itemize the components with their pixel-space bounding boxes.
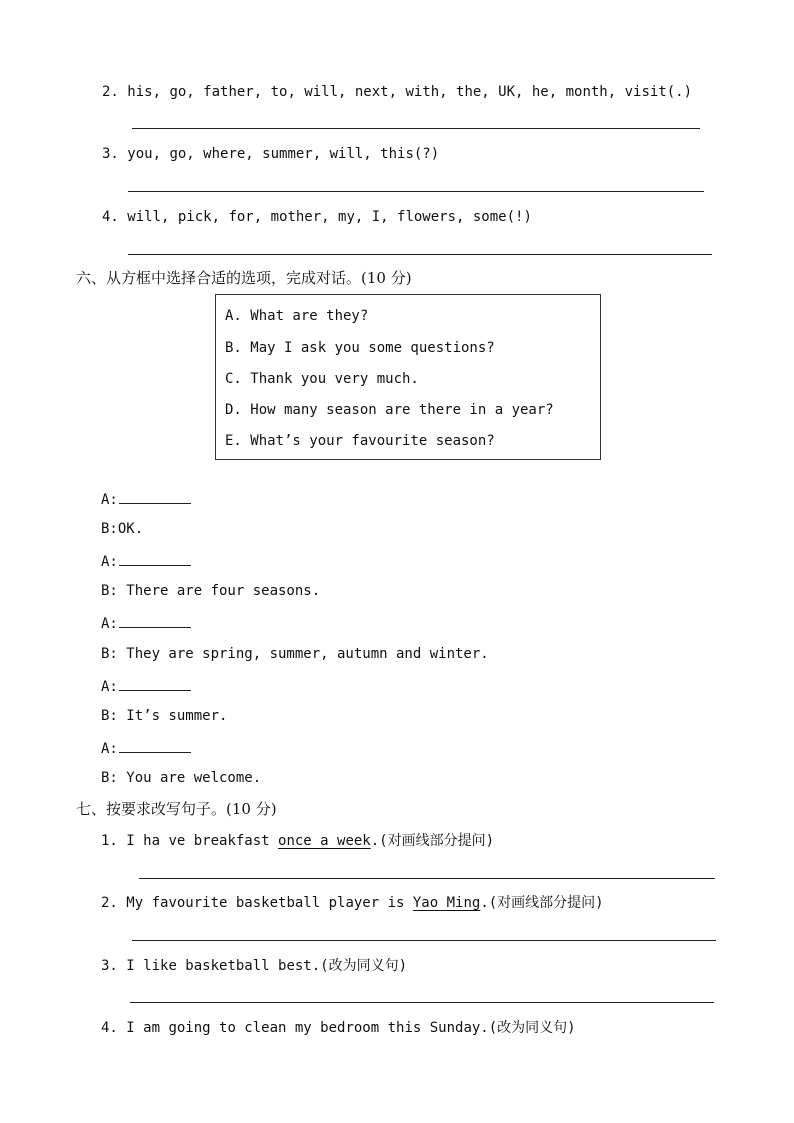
- question-instruction: .(对画线部分提问): [370, 833, 495, 849]
- question-text: My favourite basketball player is: [126, 895, 413, 911]
- answer-line[interactable]: [128, 254, 712, 255]
- speaker-label: A:: [101, 741, 118, 757]
- section-heading: 七、按要求改写句子。(10 分): [76, 800, 277, 818]
- question-item: [101, 1019, 576, 1037]
- answer-blank[interactable]: [119, 676, 191, 691]
- answer-blank[interactable]: [119, 613, 191, 628]
- dialogue-line: [101, 489, 191, 509]
- question-item: [101, 832, 494, 850]
- answer-line[interactable]: [128, 191, 704, 192]
- answer-line[interactable]: [139, 878, 715, 879]
- question-number: 1.: [101, 833, 118, 849]
- question-item: [102, 83, 692, 101]
- dialogue-line: [101, 707, 227, 725]
- speaker-label: B:: [101, 583, 118, 599]
- question-number: 3.: [102, 146, 119, 162]
- options-box: [215, 294, 601, 460]
- dialogue-line: [101, 582, 320, 600]
- speaker-label: B:: [101, 708, 118, 724]
- dialogue-text: You are welcome.: [117, 770, 262, 786]
- option-a: A. What are they?: [225, 308, 369, 324]
- dialogue-line: [101, 551, 191, 571]
- dialogue-line: [101, 520, 143, 538]
- question-text: you, go, where, summer, will, this(?): [127, 146, 440, 162]
- question-item: [102, 208, 532, 226]
- speaker-label: A:: [101, 554, 118, 570]
- option-c: C. Thank you very much.: [225, 371, 419, 387]
- dialogue-line: [101, 613, 191, 633]
- answer-blank[interactable]: [119, 489, 191, 504]
- dialogue-line: [101, 769, 261, 787]
- question-number: 4.: [102, 209, 119, 225]
- dialogue-text: There are four seasons.: [117, 583, 321, 599]
- dialogue-text: It’s summer.: [117, 708, 228, 724]
- option-e: E. What’s your favourite season?: [225, 433, 495, 449]
- speaker-label: B:: [101, 646, 118, 662]
- dialogue-line: [101, 676, 191, 696]
- option-b: B. May I ask you some questions?: [225, 340, 495, 356]
- question-number: 4.: [101, 1020, 118, 1036]
- answer-blank[interactable]: [119, 738, 191, 753]
- speaker-label: B:: [101, 521, 118, 537]
- question-item: [102, 145, 439, 163]
- question-item: [101, 894, 604, 912]
- answer-line[interactable]: [130, 1002, 714, 1003]
- dialogue-line: [101, 738, 191, 758]
- speaker-label: B:: [101, 770, 118, 786]
- question-text: I am going to clean my bedroom this Sunday.(改为同义句): [126, 1020, 576, 1036]
- speaker-label: A:: [101, 616, 118, 632]
- section-heading: 六、从方框中选择合适的选项，完成对话。(10 分): [76, 269, 412, 287]
- dialogue-text: They are spring, summer, autumn and winter.: [117, 646, 489, 662]
- speaker-label: A:: [101, 679, 118, 695]
- answer-blank[interactable]: [119, 551, 191, 566]
- question-text: will, pick, for, mother, my, I, flowers, some(!): [127, 209, 532, 225]
- dialogue-line: [101, 645, 489, 663]
- answer-line[interactable]: [132, 940, 716, 941]
- dialogue-text: OK.: [117, 521, 144, 537]
- question-item: [101, 957, 407, 975]
- question-text: his, go, father, to, will, next, with, the, UK, he, month, visit(.): [127, 84, 693, 100]
- question-number: 3.: [101, 958, 118, 974]
- question-number: 2.: [101, 895, 118, 911]
- question-text: I like basketball best.(改为同义句): [126, 958, 408, 974]
- question-instruction: .(对画线部分提问): [480, 895, 604, 911]
- question-text: I ha ve breakfast: [126, 833, 279, 849]
- question-number: 2.: [102, 84, 119, 100]
- option-d: D. How many season are there in a year?: [225, 402, 554, 418]
- underlined-phrase: Yao Ming: [412, 895, 481, 911]
- underlined-phrase: once a week: [278, 833, 371, 849]
- answer-line[interactable]: [132, 128, 700, 129]
- speaker-label: A:: [101, 492, 118, 508]
